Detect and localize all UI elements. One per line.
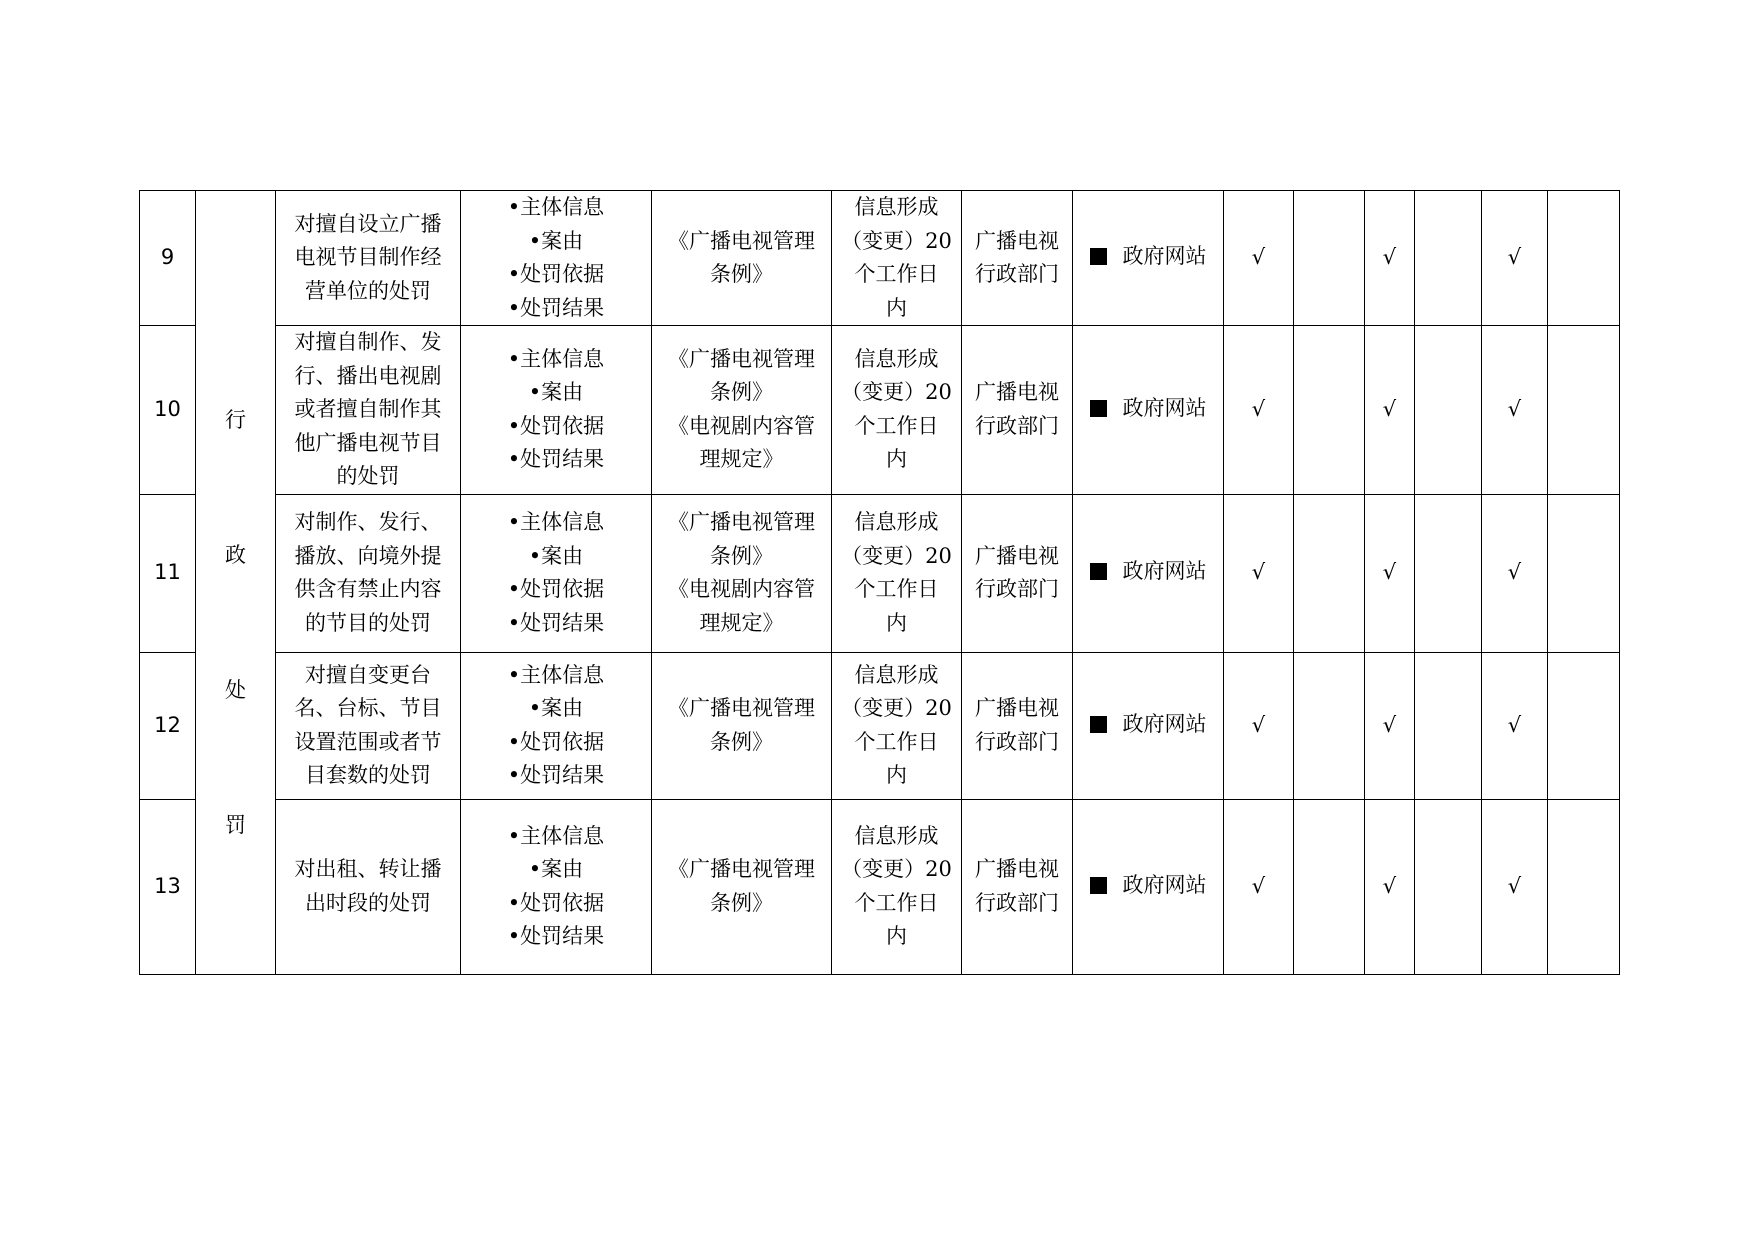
time-line: 内 [886,763,907,787]
subject-cell [962,326,1073,495]
row-number: 9 [140,191,196,326]
time-line: 个工作日 [854,890,939,915]
channel [1090,392,1207,426]
time-limit-cell [832,799,962,974]
content-line: •处罚结果 [507,610,605,635]
item-line: 营单位的处罚 [305,278,431,303]
basis-line: 条例》 [710,262,773,286]
item-line: 或者擅自制作其 [294,397,442,421]
content-line: •处罚结果 [507,763,605,787]
check-cell: √ [1224,652,1294,799]
basis-line: 《广播电视管理 [668,510,815,534]
basis-line: 理规定》 [699,447,784,472]
subject-line: 广播电视 [975,857,1059,881]
content-line: •处罚结果 [507,447,605,472]
subject-line: 行政部门 [975,890,1059,915]
table-row [140,191,1620,326]
check-cell [1294,652,1365,799]
check-cell [1548,191,1620,326]
item-line: 电视节目制作经 [294,245,442,270]
basis-line: 条例》 [710,729,773,754]
item-line: 对出租、转让播 [294,857,442,881]
time-limit-cell [832,494,962,652]
subject-cell [962,652,1073,799]
time-limit-cell [832,652,962,799]
item-name-cell [276,799,461,974]
basis-cell [652,191,832,326]
basis-line: 条例》 [710,890,773,915]
content-line: •主体信息 [507,195,605,219]
basis-cell [652,326,832,495]
item-name-cell [276,191,461,326]
check-cell [1415,494,1482,652]
basis-line: 理规定》 [699,610,784,635]
check-cell [1294,799,1365,974]
item-line: 播放、向境外提 [294,543,442,568]
item-line: 对制作、发行、 [294,510,442,534]
check-cell: √ [1365,191,1415,326]
item-name-cell [276,652,461,799]
basis-cell [652,494,832,652]
subject-cell [962,191,1073,326]
channel-label: 政府网站 [1122,872,1207,897]
item-line: 的处罚 [336,464,400,488]
check-cell: √ [1365,494,1415,652]
check-cell: √ [1224,799,1294,974]
content-line: •案由 [528,228,584,253]
content-cell [461,494,652,652]
check-cell [1548,494,1620,652]
subject-cell [962,799,1073,974]
row-number: 11 [140,494,196,652]
item-line: 供含有禁止内容 [294,577,442,601]
content-cell [461,799,652,974]
content-line: •案由 [528,857,584,881]
content-cell [461,191,652,326]
basis-cell [652,652,832,799]
item-line: 的节目的处罚 [305,610,431,635]
item-name-cell [276,494,461,652]
subject-line: 广播电视 [975,543,1059,568]
check-cell: √ [1365,326,1415,495]
basis-line: 《广播电视管理 [668,228,815,253]
table-row [140,494,1620,652]
time-line: 内 [886,295,907,320]
item-line: 对擅自变更台 [305,662,431,687]
content-line: •案由 [528,380,584,405]
subject-line: 广播电视 [975,696,1059,720]
subject-line: 广播电视 [975,380,1059,405]
row-number: 12 [140,652,196,799]
check-cell: √ [1365,799,1415,974]
time-line: 个工作日 [854,262,939,286]
square-bullet-icon [1090,877,1107,894]
basis-line: 条例》 [710,543,773,568]
channel [1090,555,1207,589]
channel-cell [1073,652,1224,799]
time-line: 信息形成 [854,823,939,848]
channel-label: 政府网站 [1122,711,1207,736]
category-char: 处 [225,677,246,702]
table-row [140,652,1620,799]
subject-line: 行政部门 [975,577,1059,601]
row-number: 10 [140,326,196,495]
content-line: •主体信息 [507,510,605,534]
time-line: 信息形成 [854,195,939,219]
check-cell [1415,652,1482,799]
time-line: 内 [886,610,907,635]
basis-line: 《电视剧内容管 [668,413,815,438]
content-line: •处罚依据 [507,413,605,438]
item-line: 对擅自设立广播 [294,211,442,236]
time-limit-cell [832,191,962,326]
check-cell: √ [1482,799,1548,974]
content-line: •案由 [528,543,584,568]
time-line: （变更）20 [841,543,952,568]
check-cell: √ [1482,652,1548,799]
channel-label: 政府网站 [1122,395,1207,420]
content-line: •处罚依据 [507,729,605,754]
content-cell [461,652,652,799]
content-line: •处罚结果 [507,924,605,948]
time-line: 内 [886,924,907,948]
time-line: 信息形成 [854,662,939,687]
subject-line: 广播电视 [975,228,1059,253]
square-bullet-icon [1090,716,1107,733]
time-line: （变更）20 [841,380,952,405]
time-line: （变更）20 [841,228,952,253]
check-cell [1548,326,1620,495]
category-label [196,232,275,932]
time-line: 个工作日 [854,577,939,601]
basis-line: 《电视剧内容管 [668,577,815,601]
channel [1090,240,1207,274]
check-cell: √ [1482,326,1548,495]
item-line: 目套数的处罚 [305,763,431,787]
item-line: 名、台标、节目 [294,696,442,720]
channel-label: 政府网站 [1122,244,1207,269]
square-bullet-icon [1090,400,1107,417]
content-line: •处罚依据 [507,577,605,601]
check-cell [1294,191,1365,326]
check-cell: √ [1365,652,1415,799]
time-line: 信息形成 [854,346,939,371]
check-cell [1294,494,1365,652]
content-line: •主体信息 [507,823,605,848]
check-cell: √ [1482,191,1548,326]
content-line: •主体信息 [507,662,605,687]
category-char: 罚 [225,812,246,837]
channel-cell [1073,326,1224,495]
time-line: 内 [886,447,907,472]
check-cell [1548,652,1620,799]
subject-line: 行政部门 [975,262,1059,286]
channel-cell [1073,799,1224,974]
time-line: （变更）20 [841,857,952,881]
table-body [140,191,1620,975]
category-char: 政 [225,542,246,567]
content-cell [461,326,652,495]
channel [1090,708,1207,742]
subject-line: 行政部门 [975,413,1059,438]
basis-line: 《广播电视管理 [668,696,815,720]
basis-line: 《广播电视管理 [668,857,815,881]
content-line: •案由 [528,696,584,720]
content-line: •处罚依据 [507,890,605,915]
basis-line: 《广播电视管理 [668,346,815,371]
table-row [140,326,1620,495]
item-line: 出时段的处罚 [305,890,431,915]
item-line: 对擅自制作、发 [294,330,442,354]
check-cell [1415,191,1482,326]
time-line: 信息形成 [854,510,939,534]
table-row [140,799,1620,974]
channel-label: 政府网站 [1122,559,1207,584]
basis-line: 条例》 [710,380,773,405]
check-cell [1294,326,1365,495]
channel [1090,869,1207,903]
check-cell [1415,326,1482,495]
check-cell [1415,799,1482,974]
square-bullet-icon [1090,248,1107,265]
time-line: 个工作日 [854,729,939,754]
check-cell: √ [1224,326,1294,495]
check-cell: √ [1482,494,1548,652]
item-name-cell [276,326,461,495]
item-line: 他广播电视节目 [294,430,442,455]
disclosure-table [139,190,1620,975]
check-cell [1548,799,1620,974]
channel-cell [1073,494,1224,652]
content-line: •处罚结果 [507,295,605,320]
time-line: （变更）20 [841,696,952,720]
content-line: •处罚依据 [507,262,605,286]
subject-cell [962,494,1073,652]
row-number: 13 [140,799,196,974]
subject-line: 行政部门 [975,729,1059,754]
time-limit-cell [832,326,962,495]
content-line: •主体信息 [507,346,605,371]
channel-cell [1073,191,1224,326]
category-cell [196,191,276,975]
item-line: 设置范围或者节 [294,729,442,754]
square-bullet-icon [1090,563,1107,580]
item-line: 行、播出电视剧 [294,363,442,388]
check-cell: √ [1224,191,1294,326]
time-line: 个工作日 [854,413,939,438]
check-cell: √ [1224,494,1294,652]
basis-cell [652,799,832,974]
category-char: 行 [225,407,246,432]
